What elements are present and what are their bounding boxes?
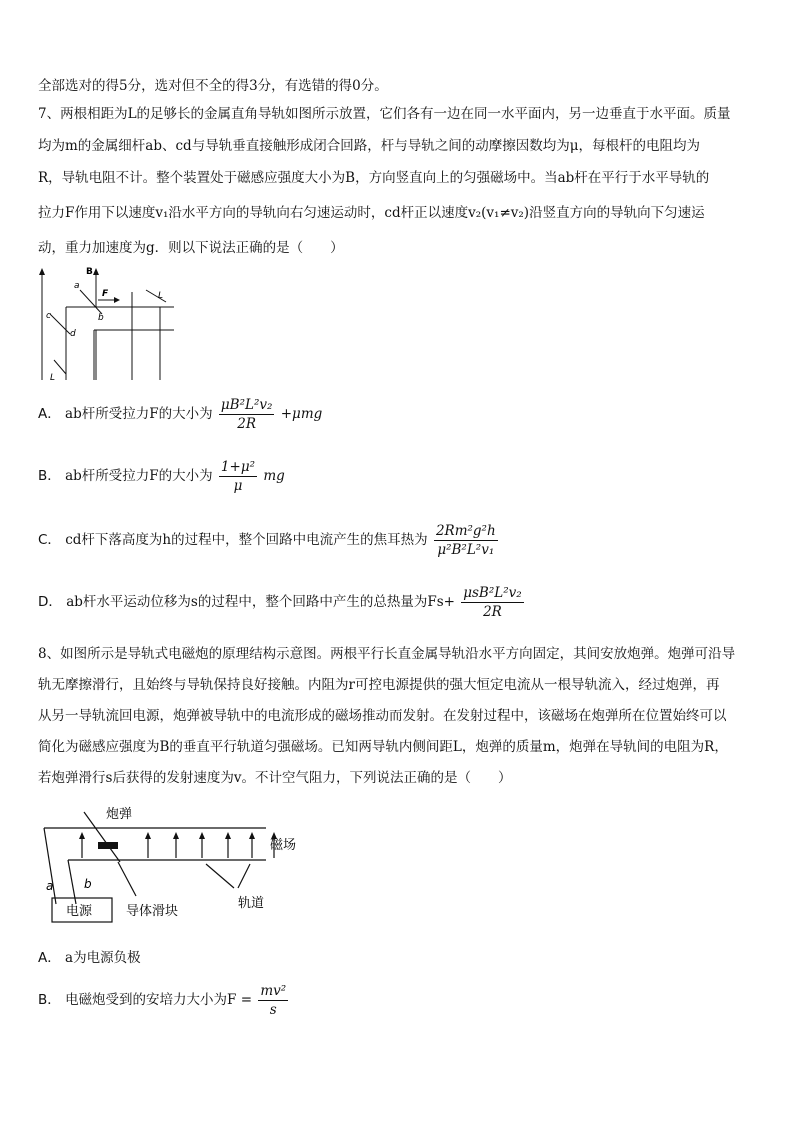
q7-label-b: b xyxy=(98,313,104,323)
q7-label-F: F xyxy=(102,289,109,299)
q8-label-field: 磁场 xyxy=(270,838,297,853)
q7-option-a-fraction: $\frac{\text{μB²L²v₂}}{2R}$ xyxy=(220,397,273,432)
q8-line-3: 从另一导轨流回电源，炮弹被导轨中的电流形成的磁场推动而发射。在发射过程中，该磁场在炮弹所在位置始终可以 xyxy=(38,708,727,724)
q8-option-b: B． 电磁炮受到的安培力大小为F = $\frac{\text{mv²}}{s}$ xyxy=(38,983,287,1018)
q7-label-c: c xyxy=(46,311,51,321)
q7-label-L-bottom: L xyxy=(50,373,56,383)
q8-label-track: 轨道 xyxy=(238,896,265,911)
intro-text: 全部选对的得5分，选对但不全的得3分，有选错的得0分。 xyxy=(38,78,388,94)
q7-line-3: R，导轨电阻不计。整个装置处于磁感应强度大小为B，方向竖直向上的匀强磁场中。当ab杆在平行于水平导轨的 xyxy=(38,170,710,186)
q7-option-c: C． cd杆下落高度为h的过程中，整个回路中电流产生的焦耳热为 $\frac{\text{2Rm²g²h}}{\text{μ²B²L²v₁}}$ xyxy=(38,523,496,558)
q7-line-4: 拉力F作用下以速度v₁沿水平方向的导轨向右匀速运动时，cd杆正以速度v₂(v₁≠v₂)沿竖直方向的导轨向下匀速运 xyxy=(38,205,705,221)
q8-option-a: A． a为电源负极 xyxy=(38,950,141,966)
q8-label-slider: 导体滑块 xyxy=(126,904,179,919)
q7-label-B: B xyxy=(86,267,93,277)
q7-option-d-fraction: $\frac{\text{μsB²L²v₂}}{2R}$ xyxy=(463,585,522,620)
q7-option-b-fraction: $\frac{\text{1+μ²}}{\mu}$ xyxy=(220,459,256,494)
q8-line-2: 轨无摩擦滑行，且始终与导轨保持良好接触。内阻为r可控电源提供的强大恒定电流从一根导轨流入，经过炮弹，再 xyxy=(38,677,720,693)
q8-option-b-fraction: $\frac{\text{mv²}}{s}$ xyxy=(260,983,287,1018)
q7-label-a: a xyxy=(74,281,80,291)
q8-line-5: 若炮弹滑行s后获得的发射速度为v。不计空气阻力，下列说法正确的是（ ） xyxy=(38,770,512,786)
q7-option-d: D． ab杆水平运动位移为s的过程中，整个回路中产生的总热量为Fs+ $\frac{\text{μsB²L²v₂}}{2R}$ xyxy=(38,585,522,620)
q8-railgun-figure xyxy=(38,804,308,924)
q7-option-b: B． ab杆所受拉力F的大小为 $\frac{\text{1+μ²}}{\mu}$ mg xyxy=(38,459,285,494)
q8-line-4: 简化为磁感应强度为B的垂直平行轨道匀强磁场。已知两导轨内侧间距L，炮弹的质量m，炮弹在导轨间的电阻为R， xyxy=(38,739,728,755)
q7-label-d: d xyxy=(70,329,76,339)
q8-line-1: 8、如图所示是导轨式电磁炮的原理结构示意图。两根平行长直金属导轨沿水平方向固定，其间安放炮弹。炮弹可沿导 xyxy=(38,646,736,662)
q7-label-L-top: L xyxy=(158,291,164,301)
q8-label-shell: 炮弹 xyxy=(106,807,133,822)
q7-rail-figure xyxy=(36,262,186,387)
q8-label-a: a xyxy=(46,879,54,893)
q7-line-5: 动，重力加速度为g．则以下说法正确的是（ ） xyxy=(38,240,344,256)
q8-label-source: 电源 xyxy=(66,904,93,919)
q8-label-b: b xyxy=(84,877,92,891)
q7-line-1: 7、两根相距为L的足够长的金属直角导轨如图所示放置，它们各有一边在同一水平面内，另一边垂直于水平面。质量 xyxy=(38,106,731,122)
q7-line-2: 均为m的金属细杆ab、cd与导轨垂直接触形成闭合回路，杆与导轨之间的动摩擦因数均为μ，每根杆的电阻均为 xyxy=(38,138,700,154)
q7-option-a: A． ab杆所受拉力F的大小为 $\frac{\text{μB²L²v₂}}{2R}$ +μmg xyxy=(38,397,323,432)
q7-option-c-fraction: $\frac{\text{2Rm²g²h}}{\text{μ²B²L²v₁}}$ xyxy=(435,523,496,558)
